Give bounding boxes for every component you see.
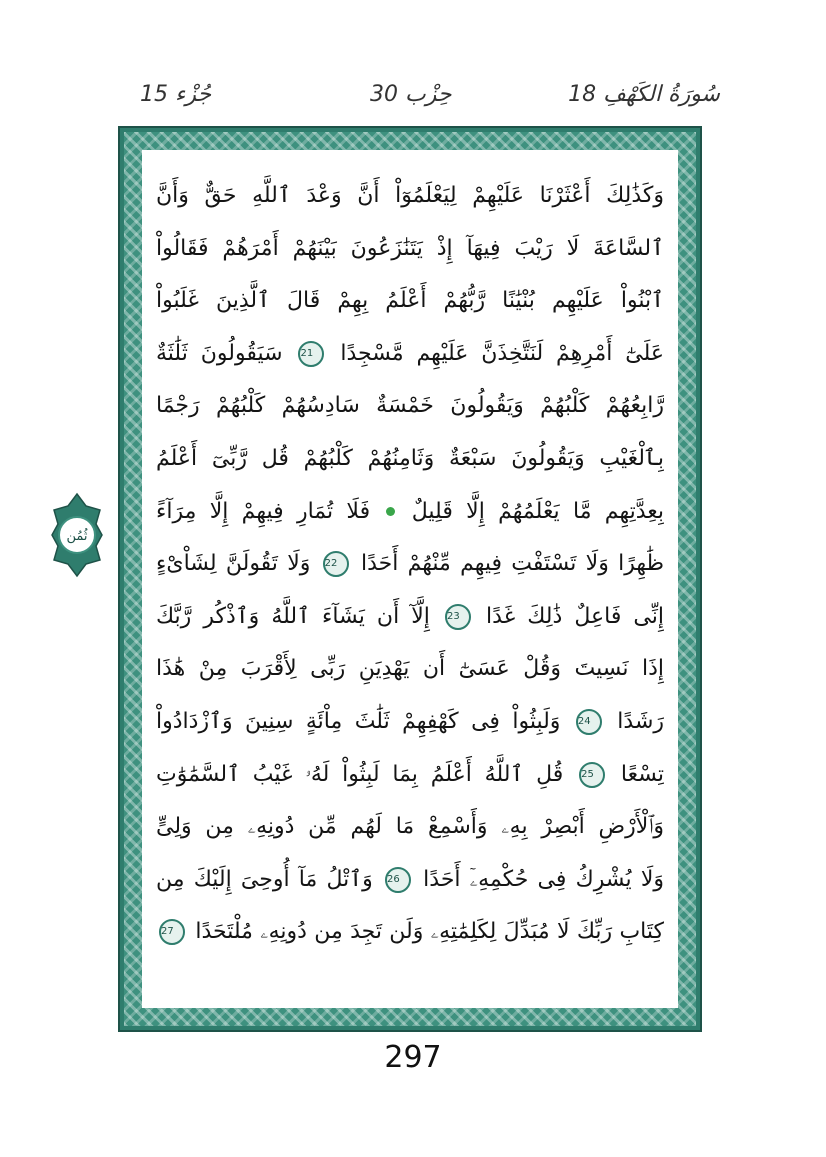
verse-text: وَلَا يُشْرِكُ فِى حُكْمِهِۦٓ أَحَدًا [423, 866, 664, 892]
verse-text: ٱلسَّاعَةَ لَا رَيْبَ فِيهَآ إِذْ يَتَنَٰزَعُونَ بَيْنَهُمْ أَمْرَهُمْ فَقَالُواْ [156, 235, 664, 261]
verse-text: وَكَذَٰلِكَ أَعْثَرْنَا عَلَيْهِمْ لِيَعْلَمُوٓاْ أَنَّ وَعْدَ ٱللَّهِ حَقٌّ وَأَنَّ [156, 183, 664, 208]
text-line [156, 749, 664, 802]
ayah-number-marker: 22 [323, 551, 349, 577]
verse-text: فَلَا تُمَارِ فِيهِمْ إِلَّا مِرَآءً [156, 498, 371, 524]
verse-text: رَّابِعُهُمْ كَلْبُهُمْ وَيَقُولُونَ خَمْسَةٌ سَادِسُهُمْ كَلْبُهُمْ رَجْمًا [156, 393, 664, 419]
verse-text: إِنِّى فَاعِلٌ ذَٰلِكَ غَدًا [486, 603, 664, 629]
verse-text: ٱبْنُواْ عَلَيْهِم بُنْيَٰنًا رَّبُّهُمْ أَعْلَمُ بِهِمْ قَالَ ٱلَّذِينَ غَلَبُواْ [156, 288, 664, 314]
verse-text: وَلَبِثُواْ فِى كَهْفِهِمْ ثَلَٰثَ مِاْئَةٍ سِنِينَ وَٱزْدَادُواْ [156, 708, 561, 734]
verse-text: كِتَابِ رَبِّكَ لَا مُبَدِّلَ لِكَلِمَٰتِهِۦ وَلَن تَجِدَ مِن دُونِهِۦ مُلْتَحَدًا [195, 919, 664, 945]
pause-dot-icon [386, 507, 395, 516]
page-number: 297 [384, 1040, 442, 1075]
text-line [156, 801, 664, 854]
page-header [140, 78, 720, 122]
verse-text: إِذَا نَسِيتَ وَقُلْ عَسَىٰٓ أَن يَهْدِيَنِ رَبِّى لِأَقْرَبَ مِنْ هَٰذَا [156, 656, 664, 682]
text-line [156, 223, 664, 276]
text-line [156, 538, 664, 591]
text-line [156, 486, 664, 539]
text-line [156, 380, 664, 433]
verse-text: قُلِ ٱللَّهُ أَعْلَمُ بِمَا لَبِثُواْ لَهُۥ غَيْبُ ٱلسَّمَٰوَٰتِ [156, 761, 564, 787]
verse-text: إِلَّآ أَن يَشَآءَ ٱللَّهُ وَٱذْكُر رَّبَّكَ [156, 603, 430, 629]
text-line [156, 696, 664, 749]
text-line [156, 906, 664, 959]
quran-text-panel [142, 150, 678, 1008]
verse-text: وَلَا تَقُولَنَّ لِشَاْىْءٍ [156, 551, 311, 577]
verse-text: رَشَدًا [617, 708, 664, 734]
verse-text: سَيَقُولُونَ ثَلَٰثَةٌ [156, 340, 283, 366]
verse-text: عَلَىٰٓ أَمْرِهِمْ لَنَتَّخِذَنَّ عَلَيْهِم مَّسْجِدًا [340, 340, 664, 366]
hizb-quarter-marker-icon [50, 492, 104, 578]
text-line [156, 433, 664, 486]
ayah-number-marker: 27 [159, 919, 185, 945]
text-line [156, 591, 664, 644]
ayah-number-marker: 23 [445, 604, 471, 630]
hizb-marker-label: ثُمُن [66, 529, 88, 544]
text-line [156, 328, 664, 381]
verse-text: بِعِدَّتِهِم مَّا يَعْلَمُهُمْ إِلَّا قَلِيلٌ [411, 498, 664, 524]
text-line [156, 275, 664, 328]
verse-text: تِسْعًا [620, 761, 664, 787]
verse-text: ظَٰهِرًا وَلَا تَسْتَفْتِ فِيهِم مِّنْهُمْ أَحَدًا [360, 551, 664, 577]
text-line [156, 854, 664, 907]
ayah-number-marker: 25 [579, 762, 605, 788]
juz-label: جُزْء 15 [140, 82, 212, 107]
surah-title: 18 سُورَةُ الكَهْفِ [568, 82, 720, 107]
text-line [156, 170, 664, 223]
ayah-number-marker: 26 [385, 867, 411, 893]
hizb-label: حِزْب 30 [370, 82, 452, 107]
verse-text: بِٱلْغَيْبِ وَيَقُولُونَ سَبْعَةٌ وَثَامِنُهُمْ كَلْبُهُمْ قُل رَّبِّىٓ أَعْلَمُ [156, 445, 664, 471]
ayah-number-marker: 24 [576, 709, 602, 735]
verse-text: وَٱتْلُ مَآ أُوحِىَ إِلَيْكَ مِن [156, 866, 373, 892]
verse-text: وَٱلْأَرْضِ أَبْصِرْ بِهِۦ وَأَسْمِعْ مَا لَهُم مِّن دُونِهِۦ مِن وَلِىٍّ [156, 814, 664, 840]
ayah-number-marker: 21 [298, 341, 324, 367]
text-line [156, 643, 664, 696]
